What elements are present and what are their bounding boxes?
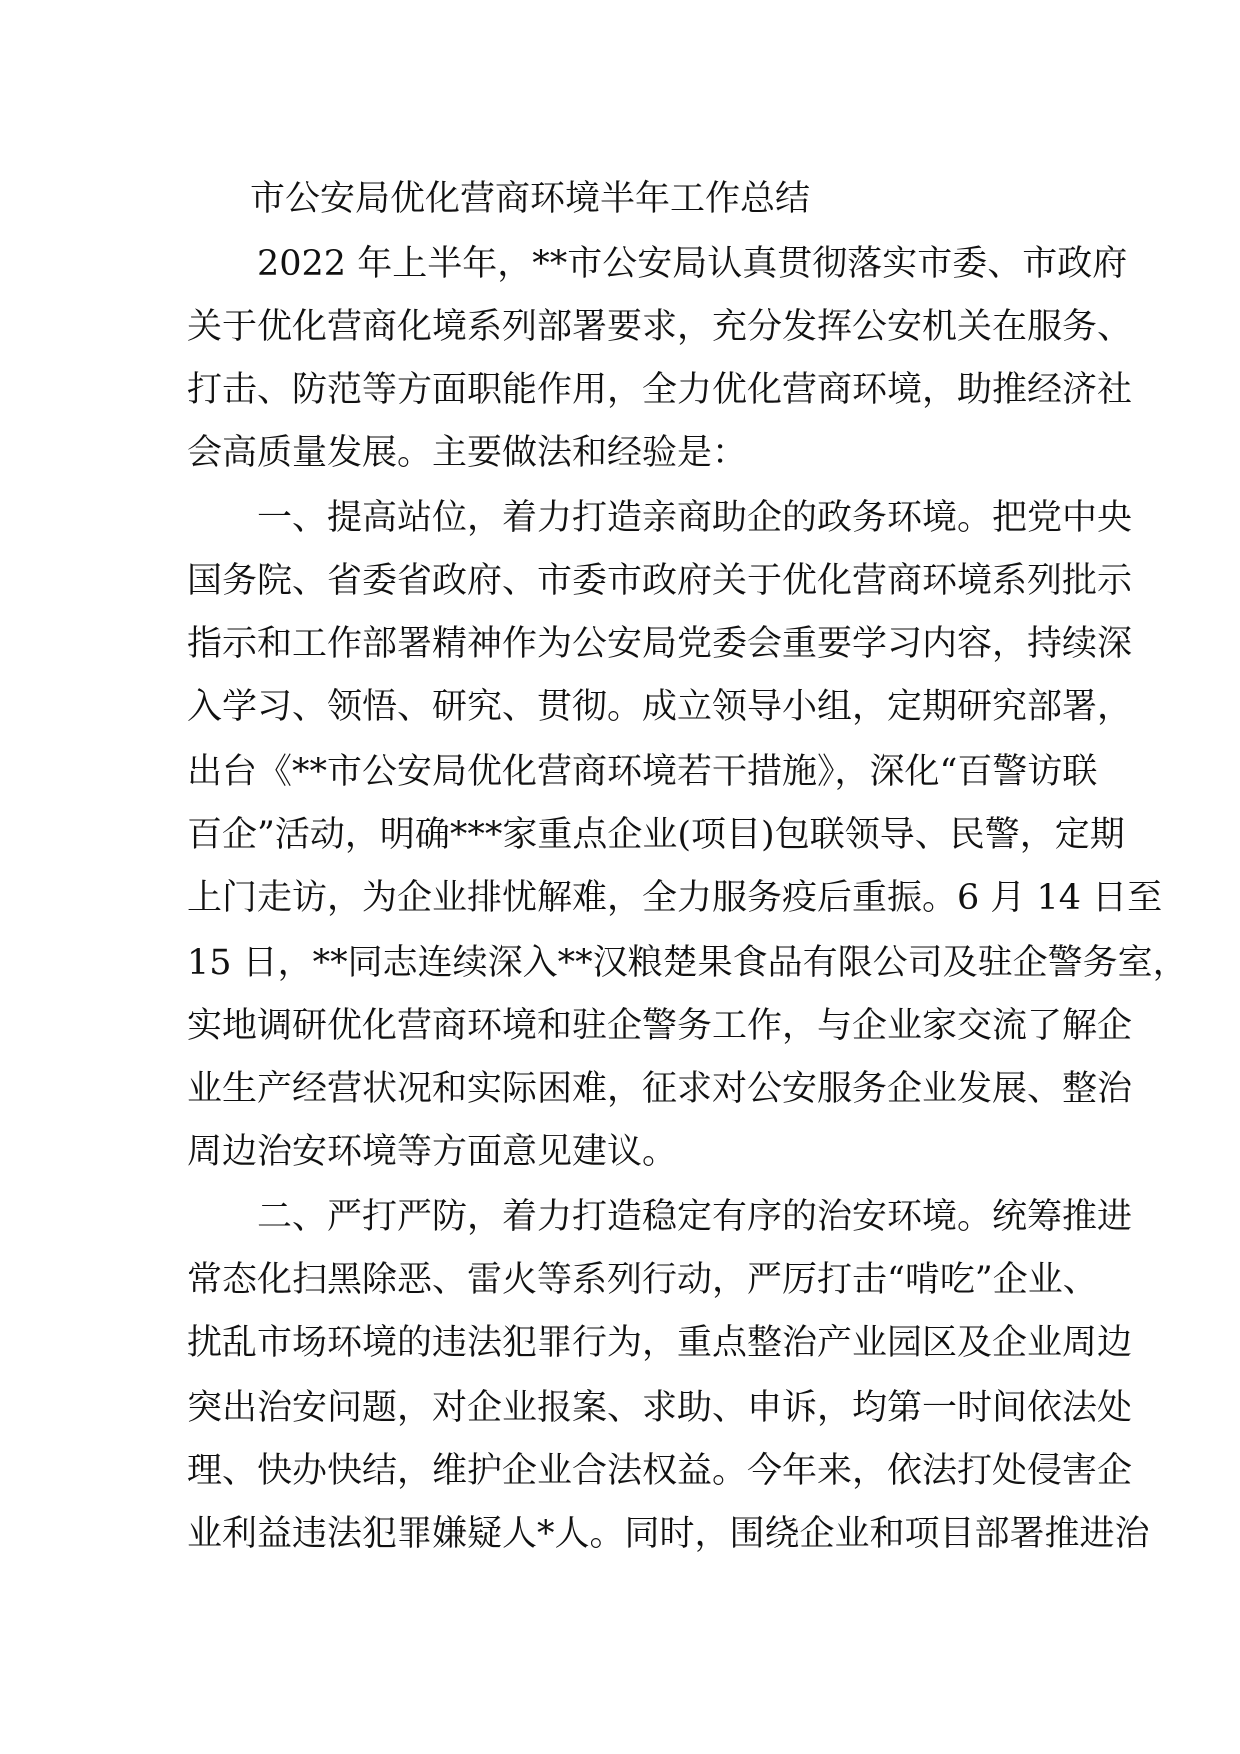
paragraph-line: 一、提高站位，着力打造亲商助企的政务环境。把党中央: [187, 498, 1133, 538]
paragraph-line: 会高质量发展。主要做法和经验是：: [187, 433, 748, 473]
paragraph-line: 指示和工作部署精神作为公安局党委会重要学习内容，持续深: [187, 624, 1133, 664]
paragraph-line: 关于优化营商化境系列部署要求，充分发挥公安机关在服务、: [187, 307, 1133, 347]
paragraph-line: 国务院、省委省政府、市委市政府关于优化营商环境系列批示: [187, 561, 1133, 601]
paragraph-line: 百企”活动，明确***家重点企业(项目)包联领导、民警，定期: [187, 815, 1125, 855]
paragraph-line: 业利益违法犯罪嫌疑人*人。同时，围绕企业和项目部署推进治: [187, 1514, 1150, 1554]
paragraph-line: 理、快办快结，维护企业合法权益。今年来，依法打处侵害企: [187, 1451, 1133, 1491]
paragraph-line: 15 日，**同志连续深入**汉粮楚果食品有限公司及驻企警务室，: [187, 943, 1188, 983]
paragraph-line: 周边治安环境等方面意见建议。: [187, 1132, 678, 1172]
paragraph-line: 入学习、领悟、研究、贯彻。成立领导小组，定期研究部署，: [187, 687, 1133, 727]
paragraph-line: 实地调研优化营商环境和驻企警务工作，与企业家交流了解企: [187, 1006, 1133, 1046]
paragraph-line: 突出治安问题，对企业报案、求助、申诉，均第一时间依法处: [187, 1388, 1133, 1428]
paragraph-line: 出台《**市公安局优化营商环境若干措施》，深化“百警访联: [187, 752, 1098, 792]
paragraph-line: 扰乱市场环境的违法犯罪行为，重点整治产业园区及企业周边: [187, 1323, 1133, 1363]
paragraph-line: 2022 年上半年，**市公安局认真贯彻落实市委、市政府: [187, 244, 1128, 284]
paragraph-line: 二、严打严防，着力打造稳定有序的治安环境。统筹推进: [187, 1197, 1133, 1237]
document-title: 市公安局优化营商环境半年工作总结: [250, 179, 811, 219]
paragraph-line: 上门走访，为企业排忧解难，全力服务疫后重振。6 月 14 日至: [187, 878, 1163, 918]
paragraph-line: 常态化扫黑除恶、雷火等系列行动，严厉打击“啃吃”企业、: [187, 1260, 1098, 1300]
paragraph-line: 打击、防范等方面职能作用，全力优化营商环境，助推经济社: [187, 370, 1133, 410]
paragraph-line: 业生产经营状况和实际困难，征求对公安服务企业发展、整治: [187, 1069, 1133, 1109]
